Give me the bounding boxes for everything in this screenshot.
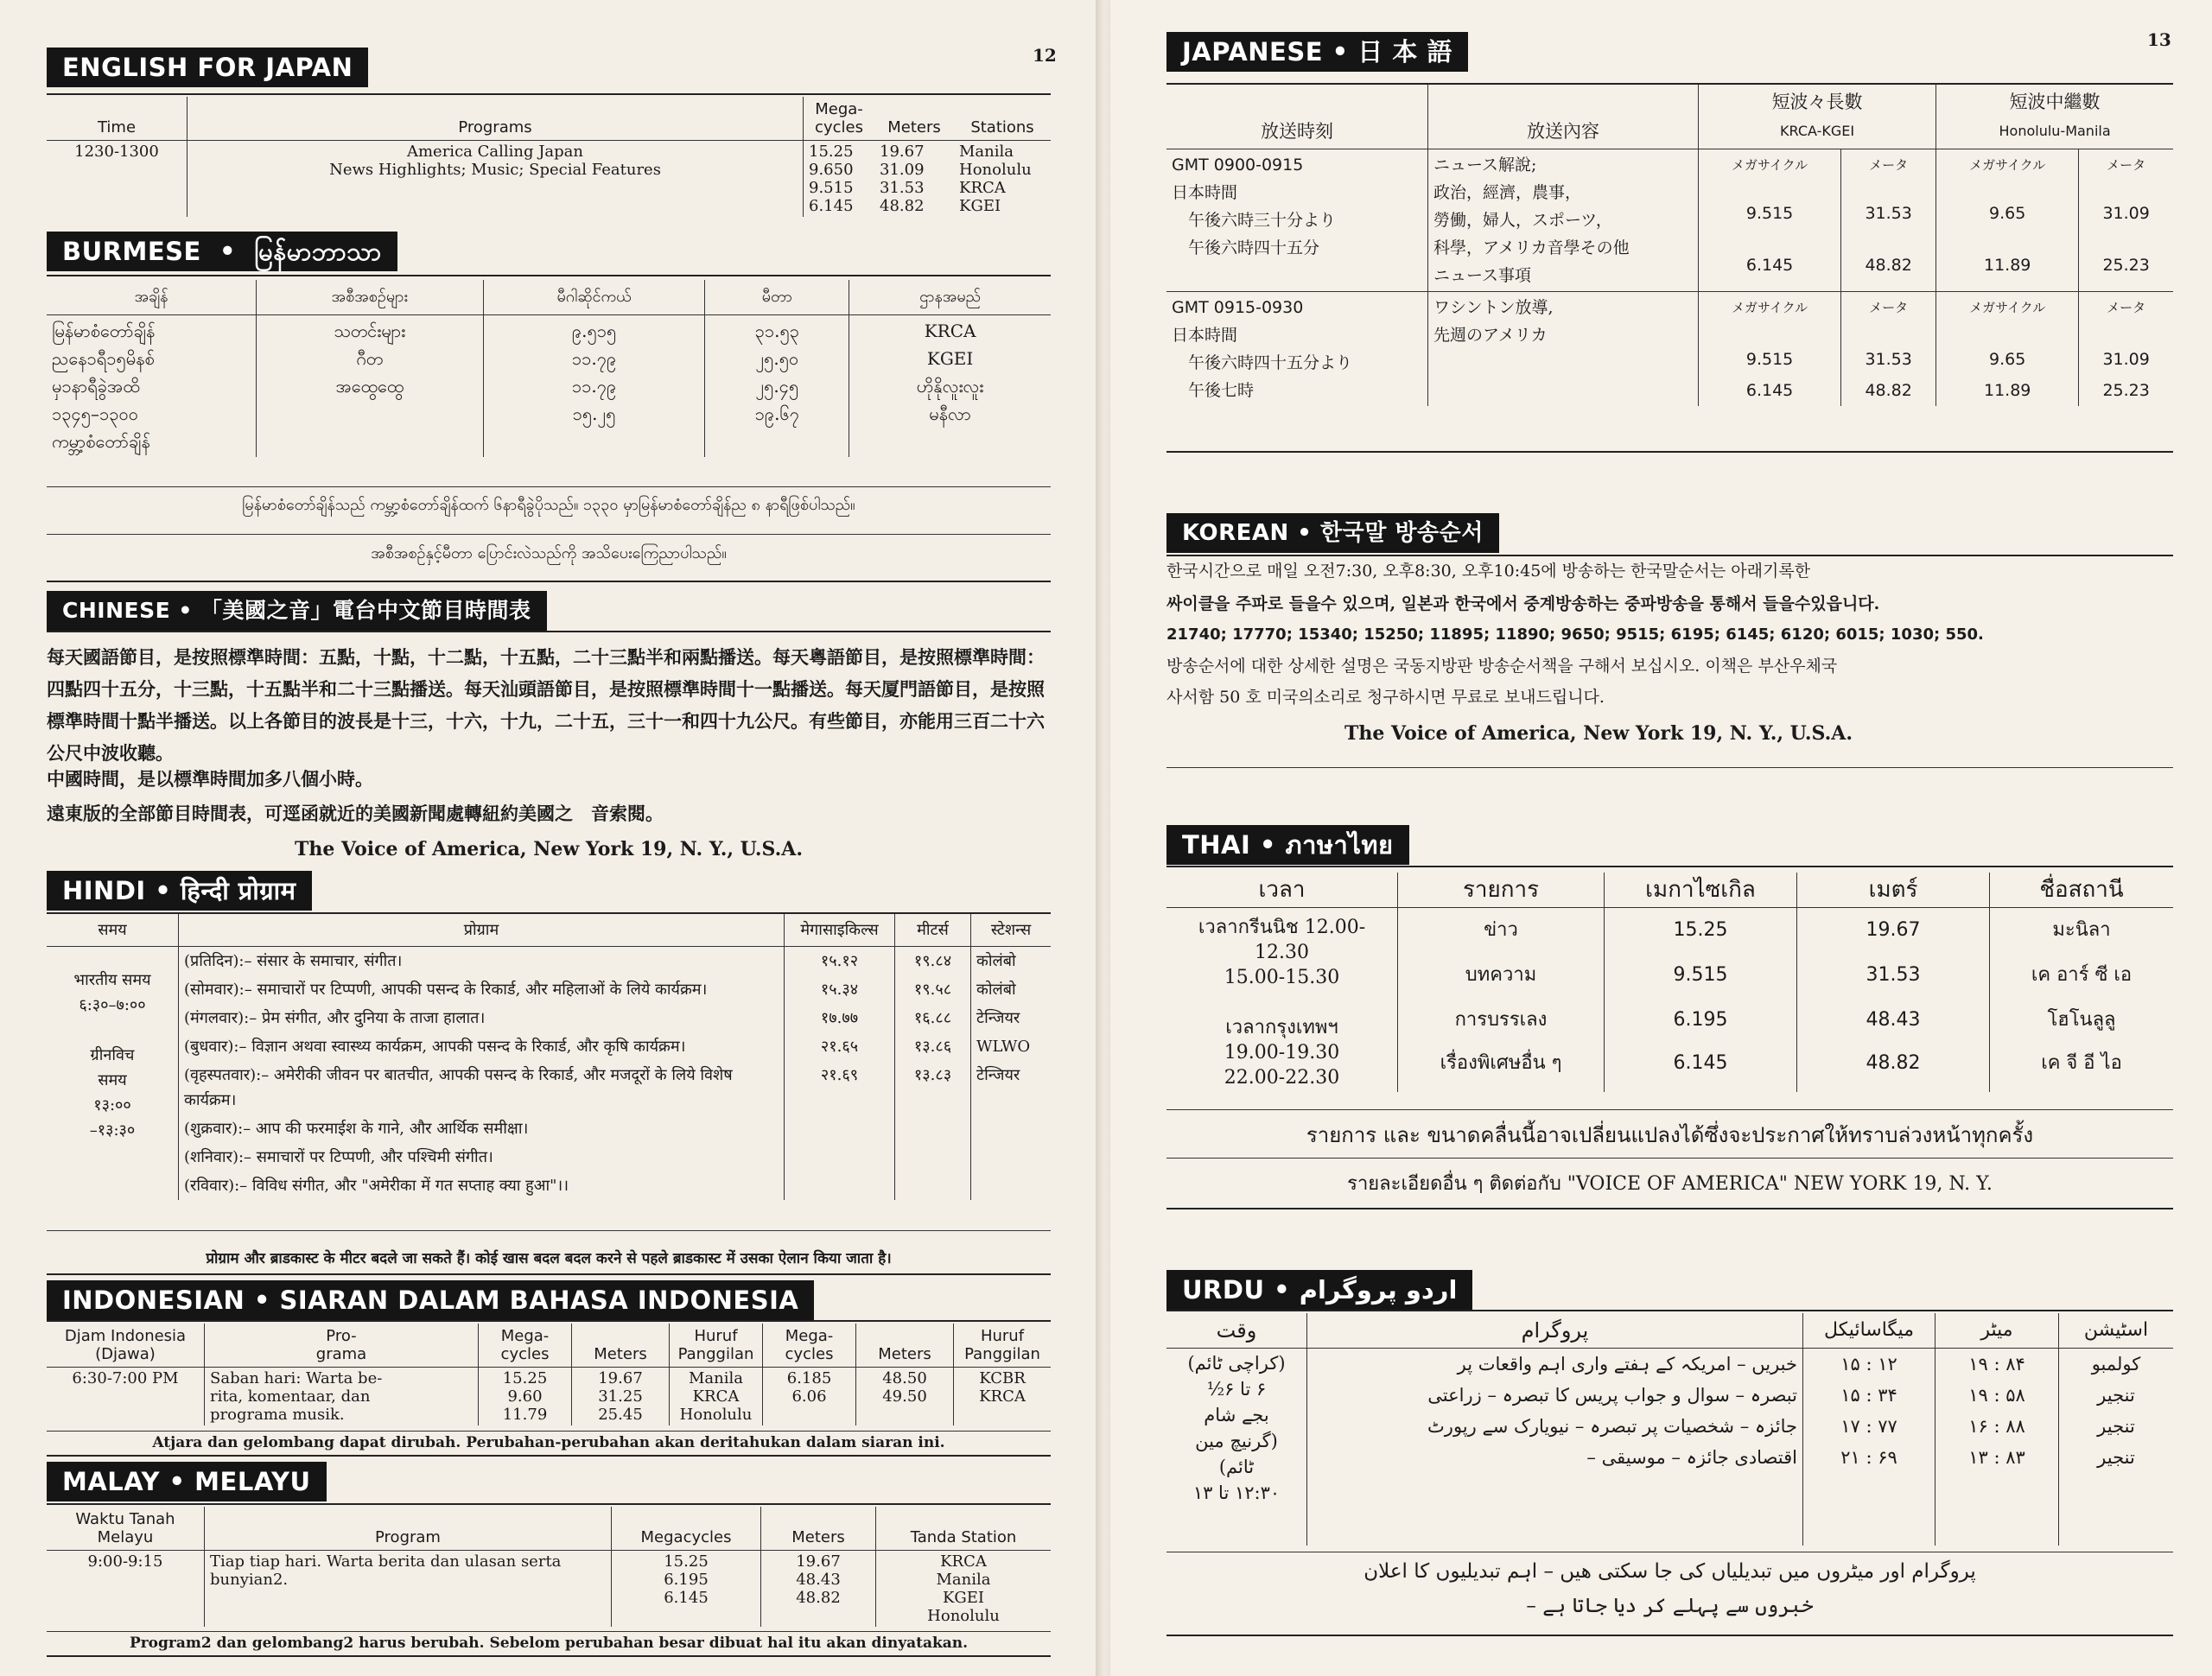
hindi-meter-value: १३.८३ <box>895 1061 971 1114</box>
col-header-meters: Meters <box>874 97 954 141</box>
unit-megacycle: メガサイクル <box>1936 149 2079 187</box>
thai-col-program: รายการ <box>1398 873 1605 908</box>
burmese-section-header: BURMESE • မြန်မာဘာသာ <box>47 232 397 271</box>
freq-value: 9.515 <box>1699 187 1841 239</box>
malay-note: Program2 dan gelombang2 harus berubah. Sebelom perubahan besar dibuat hal itu akan dinyatakan. <box>129 1635 969 1652</box>
divider <box>47 1431 1051 1432</box>
urdu-station: تنجیر <box>2059 1411 2174 1442</box>
thai-meter-value: 19.67 <box>1797 908 1990 951</box>
hindi-program-row: (प्रतिदिन):– संसार के समाचार, संगीत। <box>179 947 785 976</box>
divider <box>47 275 1051 276</box>
meter-value: 31.09 <box>2079 187 2173 239</box>
hindi-program-row: (सोमवार):– समाचारों पर टिप्पणी, आपकी पसन्द के रिकार्ड, और महिलाओं के लिये कार्यक्रम। <box>179 975 785 1004</box>
indonesian-col-time: Djam Indonesia (Djawa) <box>47 1324 205 1368</box>
freq-value: 9.515 <box>1699 344 1841 375</box>
divider <box>47 1503 1051 1505</box>
indonesian-section-header: INDONESIAN • SIARAN DALAM BAHASA INDONESIA <box>47 1280 814 1320</box>
col-header-programs: Programs <box>188 97 804 141</box>
burmese-col-time: အချိန် <box>47 280 257 315</box>
hindi-col-megacycles: मेगासाइकिल्स <box>785 914 895 947</box>
urdu-meter-value: ۱۶ : ۸۸ <box>1936 1411 2059 1442</box>
freq-value: 9.65 <box>1936 344 2079 375</box>
meter-value: 48.82 <box>1841 375 1936 406</box>
freq-value: 11.89 <box>1936 239 2079 291</box>
thai-program: การบรรเลง <box>1398 996 1605 1041</box>
indonesian-meter-values-2: 48.50 49.50 <box>856 1368 954 1426</box>
japanese-content-block: ニュース解說; 政治，經濟，農事， 勞働，婦人，スポーツ， 科學，アメリカ音學その他 ニュース事項 <box>1428 149 1699 291</box>
unit-meter: メータ <box>1841 291 1936 344</box>
korean-line-5: 사서함 50 호 미국의소리로 청구하시면 무료로 보내드립니다. <box>1166 688 1605 707</box>
urdu-mega-value: ۱۵ : ۳۴ <box>1803 1380 1936 1411</box>
chinese-schedule-paragraph: 每天國語節目，是按照標準時間：五點，十點，十二點，十五點，二十三點半和兩點播送。每天粵語節目，是按照標準時間：四點四十五分，十三點，十五點半和二十三點播送。每天汕頭語節目，是按照標準時間十一點播送。每天厦門語節目，是按照標準時間十點半播送。以上各節目的波長是十三，十六，十九，二十五，三十一和四十九公尺。有些節目，亦能用三百二十六公尺中波收聽。 <box>47 646 1045 764</box>
right-page <box>1110 0 2212 1676</box>
divider <box>1166 1158 2173 1159</box>
meter-value: 31.53 <box>1841 187 1936 239</box>
japanese-col-time: 放送時刻 <box>1166 85 1428 149</box>
indonesian-col-program: Pro- grama <box>205 1324 479 1368</box>
urdu-mega-value: ۱۷ : ۷۷ <box>1803 1411 1936 1442</box>
divider <box>47 1631 1051 1632</box>
malay-col-megacycles: Megacycles <box>612 1507 761 1551</box>
burmese-meter-values: ၃၁.၅၃ ၂၅.၅၀ ၂၅.၄၅ ၁၉.၆၇ <box>705 315 849 458</box>
japanese-section-header: JAPANESE • 日 本 語 <box>1166 32 1468 72</box>
hindi-time-values: भारतीय समय ६:३०–७:०० ग्रीनविच समय १३:०० –१३:३० <box>73 971 151 1140</box>
indonesian-schedule-table <box>47 1324 1051 1425</box>
unit-meter: メータ <box>2079 149 2173 187</box>
japanese-sw1-stations: KRCA-KGEI <box>1780 123 1855 139</box>
burmese-header-label: BURMESE <box>62 237 201 266</box>
hindi-station-value: WLWO <box>971 1032 1052 1061</box>
hindi-note: प्रोग्राम और ब्राडकास्ट के मीटर बदले जा सकते हैं। कोई खास बदल बदल करने से पहले ब्राडकास्ट में उसका ऐलान किया जाता है। <box>206 1250 892 1267</box>
urdu-meter-value: ۱۹ : ۸۴ <box>1936 1349 2059 1381</box>
urdu-program-line: خبریں – امریکہ کے ہفتے واری اہم واقعات پر <box>1307 1349 1803 1381</box>
divider <box>47 1273 1051 1275</box>
hindi-mega-value: १७.७७ <box>785 1004 895 1032</box>
malay-schedule-table <box>47 1507 1051 1627</box>
urdu-program-line: جائزہ – شخصیات پر تبصرہ – نیویارک سے رپورٹ <box>1307 1411 1803 1442</box>
divider <box>1166 767 2173 768</box>
burmese-time-values: မြန်မာစံတော်ချိန် ညနေ၁ရီ၁၅မိနစ် မှ၁နာရီခွဲအထိ ၁၃၄၅–၁၃၀၀ ကမ္ဘာ့စံတော်ချိန် <box>52 321 156 452</box>
meter-value: 48.82 <box>1841 239 1936 291</box>
hindi-schedule-table <box>47 914 1051 1200</box>
hindi-col-stations: स्टेशन्स <box>971 914 1052 947</box>
hindi-mega-value: २१.६९ <box>785 1061 895 1114</box>
korean-line-2: 싸이클을 주파로 들을수 있으며, 일본과 한국에서 중계방송하는 중파방송을 통해서 들을수있읍니다. <box>1166 594 1880 613</box>
unit-megacycle: メガサイクル <box>1699 291 1841 344</box>
indonesian-callsign-values: Manila KRCA Honolulu <box>670 1368 763 1426</box>
burmese-note-2: အစီအစဉ်နှင့်မီတာ ပြောင်းလဲသည်ကို အသိပေးကြေညာပါသည်။ <box>371 544 727 562</box>
program-time: 1230-1300 <box>74 143 159 161</box>
divider <box>1166 451 2173 453</box>
thai-station: โฮโนลูลู <box>1990 996 2174 1041</box>
indonesian-meter-values: 19.67 31.25 25.45 <box>572 1368 670 1426</box>
hindi-meter-value: १९.८४ <box>895 947 971 976</box>
col-header-megacycles: Mega- cycles <box>804 97 875 141</box>
malay-time: 9:00-9:15 <box>87 1552 163 1571</box>
thai-meter-value: 31.53 <box>1797 951 1990 996</box>
japanese-sw1-label: 短波々長數 <box>1771 92 1863 112</box>
divider <box>47 1455 1051 1457</box>
thai-schedule-table <box>1166 873 2173 1092</box>
freq-value: 11.89 <box>1936 375 2079 406</box>
urdu-mega-value: ۲۱ : ۶۹ <box>1803 1442 1936 1546</box>
chinese-time-note: 中國時間，是以標準時間加多八個小時。 <box>47 768 373 790</box>
unit-meter: メータ <box>1841 149 1936 187</box>
urdu-section-header: URDU • اردو پروگرام <box>1166 1270 1472 1310</box>
malay-col-program: Program <box>205 1507 612 1551</box>
divider <box>47 93 1051 95</box>
freq-value: 6.145 <box>1699 375 1841 406</box>
burmese-mega-values: ၉.၅၁၅ ၁၁.၇၉ ၁၁.၇၉ ၁၅.၂၅ <box>483 315 705 458</box>
divider <box>47 534 1051 535</box>
indonesian-callsign-values-2: KCBR KRCA <box>954 1368 1052 1426</box>
divider <box>47 1655 1051 1657</box>
korean-section-header: KOREAN • 한국말 방송순서 <box>1166 513 1499 553</box>
japanese-col-shortwave-2 <box>1936 85 2173 149</box>
divider <box>47 631 1051 632</box>
chinese-mail-note: 遠東版的全部節目時間表，可逕函就近的美國新聞處轉紐約美國之 音索閱。 <box>47 803 664 824</box>
divider <box>47 1230 1051 1231</box>
burmese-schedule-table <box>47 280 1051 457</box>
urdu-time-values: (کراچی ٹائم) ۶ تا ۶½ بجے شام (گرنیچ مین ٹائم) ۱۲:۳۰ تا ۱۳ <box>1187 1353 1286 1503</box>
hindi-program-row: (मंगलवार):– प्रेम संगीत, और दुनिया के ताजा हालात। <box>179 1004 785 1032</box>
malay-col-meters: Meters <box>761 1507 876 1551</box>
malay-section-header: MALAY • MELAYU <box>47 1462 327 1501</box>
japanese-time-block: GMT 0900-0915 日本時間 午後六時三十分より 午後六時四十五分 <box>1172 155 1337 257</box>
hindi-mega-value: १५.१२ <box>785 947 895 976</box>
thai-col-time: เวลา <box>1166 873 1398 908</box>
thai-station: เค อาร์ ซี เอ <box>1990 951 2174 996</box>
malay-program: Tiap tiap hari. Warta berita dan ulasan serta bunyian2. <box>205 1551 612 1628</box>
thai-meter-value: 48.43 <box>1797 996 1990 1041</box>
burmese-note-1: မြန်မာစံတော်ချိန်သည် ကမ္ဘာ့စံတော်ချိန်ထက် ၆နာရီခွဲပိုသည်။ ၁၃၃၀ မှာမြန်မာစံတော်ချိန်ည ၈ နာရီဖြစ်ပါသည်။ <box>242 496 855 514</box>
hindi-station-value: टेन्जियर <box>971 1061 1052 1114</box>
freq-value: 6.145 <box>1699 239 1841 291</box>
thai-program: เรื่องพิเศษอื่น ๆ <box>1398 1041 1605 1092</box>
urdu-station: تنجیر <box>2059 1380 2174 1411</box>
unit-megacycle: メガサイクル <box>1936 291 2079 344</box>
indonesian-col-meters: Meters <box>572 1324 670 1368</box>
divider <box>1166 1310 2173 1311</box>
indonesian-program: Saban hari: Warta be- rita, komentaar, dan programa musik. <box>205 1368 479 1426</box>
urdu-program-line: اقتصادی جائزہ – موسیقی – <box>1307 1442 1803 1546</box>
burmese-col-stations: ဌာနအမည် <box>849 280 1051 315</box>
english-section-header: ENGLISH FOR JAPAN <box>47 48 368 87</box>
indonesian-col-megacycles: Mega- cycles <box>479 1324 572 1368</box>
meter-value: 31.53 <box>1841 344 1936 375</box>
urdu-mega-value: ۱۵ : ۱۲ <box>1803 1349 1936 1381</box>
thai-mega-value: 15.25 <box>1605 908 1797 951</box>
indonesian-col-megacycles-2: Mega- cycles <box>763 1324 856 1368</box>
left-page <box>0 0 1102 1676</box>
urdu-col-meters: میٹر <box>1936 1313 2059 1349</box>
urdu-station: تنجیر <box>2059 1442 2174 1546</box>
unit-megacycle: メガサイクル <box>1699 149 1841 187</box>
japanese-col-shortwave-1 <box>1699 85 1936 149</box>
thai-section-header: THAI • ภาษาไทย <box>1166 825 1409 865</box>
meters-values: 19.67 31.09 31.53 48.82 <box>880 143 925 215</box>
korean-voa-address: The Voice of America, New York 19, N. Y., U.S.A. <box>1344 722 1853 745</box>
burmese-col-meters: မီတာ <box>705 280 849 315</box>
urdu-meter-value: ۱۳ : ۸۳ <box>1936 1442 2059 1546</box>
hindi-meter-value: १९.५८ <box>895 975 971 1004</box>
col-header-stations: Stations <box>954 97 1051 141</box>
malay-meter-values: 19.67 48.43 48.82 <box>761 1551 876 1628</box>
unit-meter: メータ <box>2079 291 2173 344</box>
burmese-col-megacycles: မီဂါဆိုင်ကယ် <box>483 280 705 315</box>
hindi-meter-value: १३.८६ <box>895 1032 971 1061</box>
page-number: 12 <box>1033 45 1057 66</box>
thai-note-1: รายการ และ ขนาดคลื่นนี้อาจเปลี่ยนแปลงได้ซึ่งจะประกาศให้ทราบล่วงหน้าทุกครั้ง <box>1306 1123 2034 1147</box>
japanese-content-block: ワシントン放導, 先週のアメリカ <box>1428 291 1699 406</box>
urdu-note-1: پروگرام اور میٹروں میں تبدیلیاں کی جا سکتی ھیں – اہم تبدیلیوں کا اعلان <box>1363 1560 1976 1583</box>
japanese-time-block: GMT 0915-0930 日本時間 午後六時四十五分より 午後七時 <box>1172 297 1353 400</box>
english-schedule-table <box>47 97 1051 217</box>
meter-value: 31.09 <box>2079 344 2173 375</box>
hindi-col-meters: मीटर्स <box>895 914 971 947</box>
thai-mega-value: 6.145 <box>1605 1041 1797 1092</box>
urdu-col-megacycles: میگاسائیکل <box>1803 1313 1936 1349</box>
urdu-col-program: پروگرام <box>1307 1313 1803 1349</box>
malay-station-values: KRCA Manila KGEI Honolulu <box>876 1551 1052 1628</box>
indonesian-col-meters-2: Meters <box>856 1324 954 1368</box>
hindi-program-row: (रविवार):– विविध संगीत, और "अमेरीका में गत सप्ताह क्या हुआ"।। <box>179 1171 785 1200</box>
burmese-station-values: KRCA KGEI ဟိုနိုလူးလူး မနီလာ <box>849 315 1051 458</box>
hindi-station-value: कोलंबो <box>971 947 1052 976</box>
meter-value: 25.23 <box>2079 375 2173 406</box>
urdu-meter-value: ۱۹ : ۵۸ <box>1936 1380 2059 1411</box>
thai-mega-value: 9.515 <box>1605 951 1797 996</box>
chinese-section-header: CHINESE • 「美國之音」電台中文節目時間表 <box>47 591 547 631</box>
indonesian-col-callsign-2: Huruf Panggilan <box>954 1324 1052 1368</box>
urdu-col-time: وقت <box>1166 1313 1307 1349</box>
hindi-col-time: समय <box>47 914 179 947</box>
meter-value: 25.23 <box>2079 239 2173 291</box>
urdu-schedule-table <box>1166 1313 2173 1546</box>
thai-col-megacycles: เมกาไซเกิล <box>1605 873 1797 908</box>
divider <box>1166 1109 2173 1110</box>
divider <box>47 1320 1051 1322</box>
chinese-voa-address: The Voice of America, New York 19, N. Y., U.S.A. <box>295 838 803 860</box>
thai-program: บทความ <box>1398 951 1605 996</box>
hindi-program-row: (बुधवार):– विज्ञान अथवा स्वास्थ्य कार्यक्रम, आपकी पसन्द के रिकार्ड, और कृषि कार्यक्रम। <box>179 1032 785 1061</box>
urdu-program-line: تبصرہ – سوال و جواب پریس کا تبصرہ – زراعتی <box>1307 1380 1803 1411</box>
divider <box>1166 866 2173 867</box>
divider <box>1166 1635 2173 1636</box>
divider <box>1166 555 2173 556</box>
indonesian-mega-values: 15.25 9.60 11.79 <box>479 1368 572 1426</box>
thai-time-values: เวลากรีนนิช 12.00-12.30 15.00-15.30 เวลากรุงเทพฯ 19.00-19.30 22.00-22.30 <box>1198 917 1366 1089</box>
korean-line-1: 한국시간으로 매일 오전7:30, 오후8:30, 오후10:45에 방송하는 한국말순서는 아래기록한 <box>1166 562 1811 581</box>
hindi-meter-value: १६.८८ <box>895 1004 971 1032</box>
indonesian-col-callsign: Huruf Panggilan <box>670 1324 763 1368</box>
divider <box>1166 1208 2173 1209</box>
divider <box>47 486 1051 487</box>
hindi-program-row: (वृहस्पतवार):– अमेरीकी जीवन पर बातचीत, आपकी पसन्द के रिकार्ड, और मजदूरों के लिये विशेष कार्यक्रम। <box>179 1061 785 1114</box>
thai-station: มะนิลา <box>1990 908 2174 951</box>
hindi-section-header: HINDI • हिन्दी प्रोग्राम <box>47 871 312 911</box>
malay-col-time: Waktu Tanah Melayu <box>47 1507 205 1551</box>
thai-mega-value: 6.195 <box>1605 996 1797 1041</box>
hindi-program-row: (शुक्रवार):– आप की फरमाईश के गाने, और आर्थिक समीक्षा। <box>179 1114 785 1143</box>
col-header-time: Time <box>47 97 188 141</box>
hindi-col-program: प्रोग्राम <box>179 914 785 947</box>
thai-station: เค จี อี ไอ <box>1990 1041 2174 1092</box>
malay-col-station: Tanda Station <box>876 1507 1052 1551</box>
thai-col-meters: เมตร์ <box>1797 873 1990 908</box>
program-description: America Calling Japan News Highlights; Music; Special Features <box>188 141 804 218</box>
malay-mega-values: 15.25 6.195 6.145 <box>612 1551 761 1628</box>
divider <box>47 581 1051 582</box>
hindi-program-row: (शनिवार):– समाचारों पर टिप्पणी, और पश्चिमी संगीत। <box>179 1143 785 1171</box>
hindi-station-value: कोलंबो <box>971 975 1052 1004</box>
korean-line-4: 방송순서에 대한 상세한 설명은 국동지방판 방송순서책을 구해서 보십시오. 이책은 부산우체국 <box>1166 657 1838 676</box>
thai-meter-value: 48.82 <box>1797 1041 1990 1092</box>
urdu-col-station: اسٹیشن <box>2059 1313 2174 1349</box>
japanese-sw2-label: 短波中繼數 <box>2009 92 2101 112</box>
hindi-mega-value: १५.३४ <box>785 975 895 1004</box>
korean-frequency-list: 21740; 17770; 15340; 15250; 11895; 11890; 9650; 9515; 6195; 6145; 6120; 6015; 1030; 550. <box>1166 625 1984 644</box>
page-number: 13 <box>2147 29 2171 50</box>
japanese-schedule-table <box>1166 85 2173 406</box>
japanese-sw2-stations: Honolulu-Manila <box>1999 123 2111 139</box>
hindi-station-value: टेन्जियर <box>971 1004 1052 1032</box>
thai-col-station: ชื่อสถานี <box>1990 873 2174 908</box>
thai-program: ข่าว <box>1398 908 1605 951</box>
urdu-note-2: خبروں سے پہلے کر دیا جاتا ہے – <box>1526 1595 1814 1617</box>
thai-note-2: รายละเอียดอื่น ๆ ติดต่อกับ "VOICE OF AMERICA" NEW YORK 19, N. Y. <box>1347 1173 1993 1195</box>
burmese-header-script: မြန်မာဘာသာ <box>254 237 382 266</box>
hindi-mega-value: २१.६५ <box>785 1032 895 1061</box>
japanese-col-content: 放送內容 <box>1428 85 1699 149</box>
burmese-program-values: သတင်းများ ဂီတ အထွေထွေ <box>257 315 484 458</box>
indonesian-note: Atjara dan gelombang dapat dirubah. Perubahan-perubahan akan deritahukan dalam siaran ini. <box>152 1434 945 1451</box>
indonesian-mega-values-2: 6.185 6.06 <box>763 1368 856 1426</box>
urdu-station: کولمبو <box>2059 1349 2174 1381</box>
stations-values: Manila Honolulu KRCA KGEI <box>959 143 1032 215</box>
freq-value: 9.65 <box>1936 187 2079 239</box>
indonesian-time: 6:30-7:00 PM <box>72 1369 179 1387</box>
burmese-col-programs: အစီအစဉ်များ <box>257 280 484 315</box>
megacycles-values: 15.25 9.650 9.515 6.145 <box>804 141 875 218</box>
